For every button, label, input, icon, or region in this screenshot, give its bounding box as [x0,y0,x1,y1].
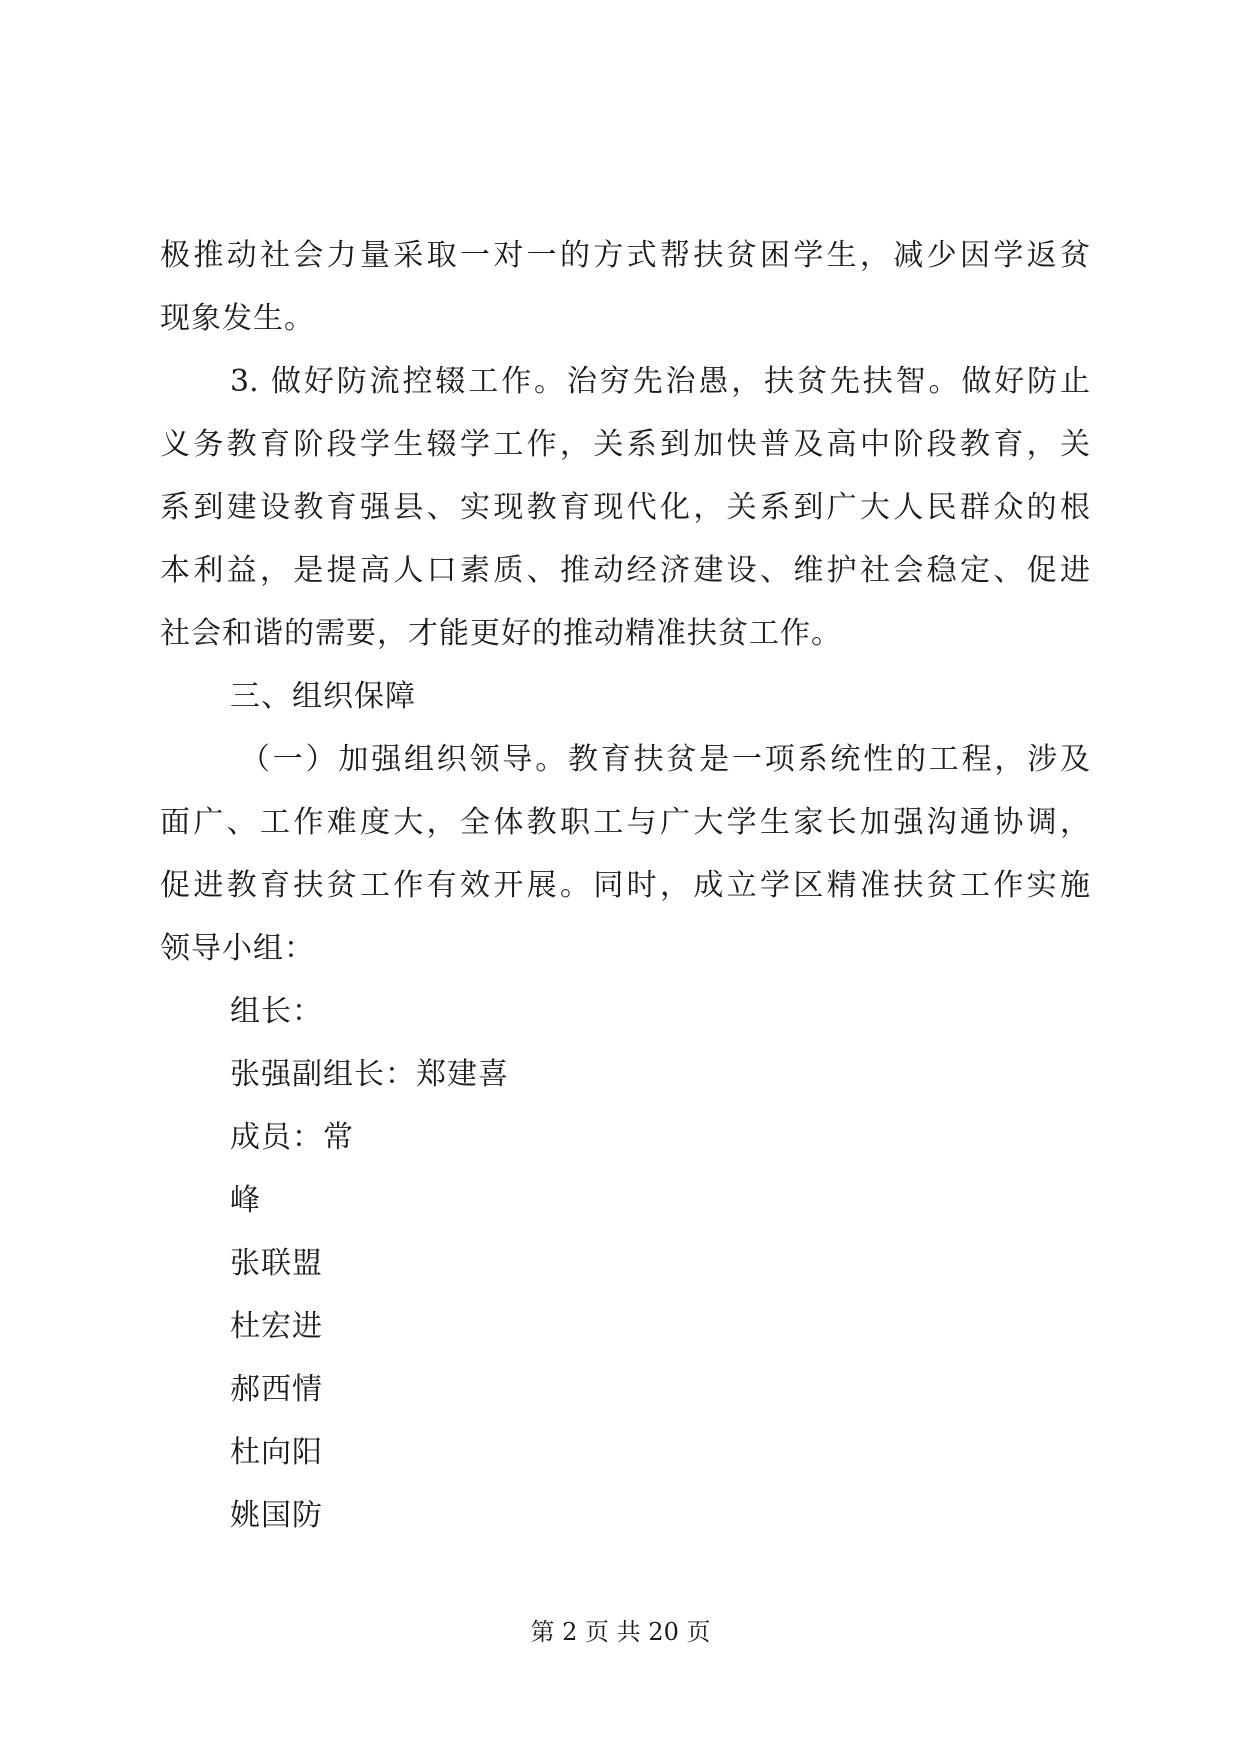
member-line: 郝西情 [230,1372,323,1407]
page-number-footer: 第 2 页 共 20 页 [530,1618,711,1646]
paragraph-line: 领导小组： [160,931,315,966]
paragraph-line: 面广、工作难度大，全体教职工与广大学生家长加强沟通协调， [160,805,1090,840]
paragraph-line: 促进教育扶贫工作有效开展。同时，成立学区精准扶贫工作实施 [160,868,1090,903]
member-line: 张联盟 [230,1246,323,1281]
member-line: 组长： [230,994,323,1029]
member-line: 姚国防 [230,1498,323,1533]
paragraph-line: 社会和谐的需要，才能更好的推动精准扶贫工作。 [160,616,842,651]
paragraph-line: （一）加强组织领导。教育扶贫是一项系统性的工程，涉及 [240,742,1090,777]
paragraph-line: 系到建设教育强县、实现教育现代化，关系到广大人民群众的根 [160,490,1090,525]
paragraph-line: 义务教育阶段学生辍学工作，关系到加快普及高中阶段教育，关 [160,427,1090,462]
member-line: 成员：常 [230,1120,354,1155]
paragraph-line: 本利益，是提高人口素质、推动经济建设、维护社会稳定、促进 [160,553,1090,588]
paragraph-line: 3. 做好防流控辍工作。治穷先治愚，扶贫先扶智。做好防止 [230,364,1090,399]
section-heading: 三、组织保障 [230,679,416,714]
document-body [160,224,1090,1547]
paragraph-line: 极推动社会力量采取一对一的方式帮扶贫困学生，减少因学返贫 [160,238,1090,273]
member-line: 峰 [230,1183,261,1218]
member-line: 张强副组长：郑建喜 [230,1057,509,1092]
member-line: 杜向阳 [230,1435,323,1470]
paragraph-line: 现象发生。 [160,301,315,336]
member-line: 杜宏进 [230,1309,323,1344]
